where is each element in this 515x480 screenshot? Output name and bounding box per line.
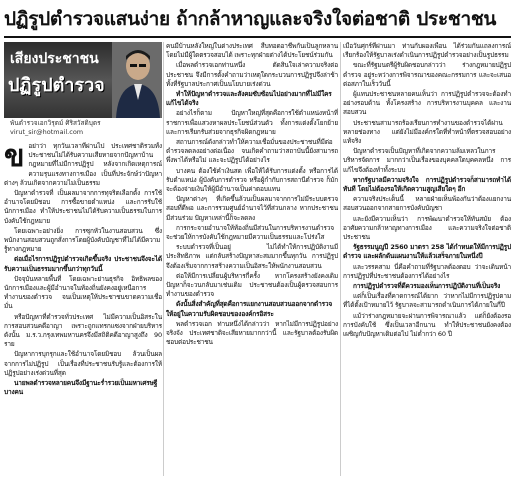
paragraph: ประชาชนสามารถร้องเรียนการทำงานของตำรวจได้ผ่านหลายช่องทาง แต่ยังไม่มีองค์กรใดที่ทำหน้าที่ตรวจสอบอย่างแท้จริง [343,118,511,146]
paragraph: สถานการณ์ดังกล่าวทำให้ความเชื่อมั่นของประชาชนที่มีต่อตำรวจลดลงอย่างต่อเนื่อง จนเกิดคำถามว่าสถาบันนี้ยังสามารถพึ่งพาได้หรือไม่ และจะปฏิรูปได้อย่างไร [166,138,338,165]
paragraph: ผู้แทนประชาชนหลายคนเห็นว่า การปฏิรูปตำรวจจะต้องทำอย่างรอบด้าน ทั้งโครงสร้าง การบริหารงานบุคคล และงานสอบสวน [343,90,511,117]
paragraph: หรือปัญหาที่ตำรวจทั่วประเทศ ไม่มีความเป็นอิสระในการสอบสวนคดีอาญา เพราะถูกแทรกแซงจากฝ่ายบริหาร ดังนั้น ม.ร.ว.กรุงเทพมหานครจึงมีสถิติคดีอาญาสูงถึง 90 ราย [4,312,162,349]
dropcap: ข [4,142,25,174]
column-divider [340,42,341,476]
column-banner-line1: เสียงประชาชน [10,51,99,67]
author-name: พันตำรวจเอกวิรุตม์ ศิริสวัสดิบุตร [10,119,101,127]
headline-rule [4,36,511,38]
paragraph: ดังนั้นสิ่งสำคัญที่สุดคือการแยกงานสอบสวนออกจากตำรวจ ให้อยู่ในความรับผิดชอบขององค์กรอิสระ [166,300,333,318]
paragraph: และยังมีความเห็นว่า การพัฒนาตำรวจให้ทันสมัย ต้องอาศัยความกล้าหาญทางการเมือง และความจริงใจต่อชาติ ประชาชน [343,214,511,242]
article-column-2 [166,42,338,476]
column-banner-line2: ปฏิรูปตำรวจ [8,75,105,96]
paragraph: ปัญหาต่างๆ ที่เกิดขึ้นล้วนเป็นผลมาจากการไม่มีระบบตรวจสอบที่ดีพอ และการรวมศูนย์อำนาจไว้ที่ส่วนกลาง หากประชาชนมีส่วนร่วม ปัญหาเหล่านี้ก็จะลดลง [166,195,338,222]
column-divider [163,42,164,476]
paragraph: พลตำรวจเอก ท่านหนึ่งได้กล่าวว่า หากไม่มีการปฏิรูปอย่างจริงจัง ประเทศชาติจะเสียหายมากกว่านี้ และรัฐบาลต้องรับผิดชอบต่อประชาชน [166,319,338,347]
headline: ปฏิรูปตำรวจแสนง่าย ถ้ากล้าหาญและจริงใจต่อชาติ ประชาชน [4,8,497,30]
byline [10,119,162,137]
paragraph: ปัญหาตำรวจที่ เป็นผลมาจากการทุจริตเลือกตั้ง การใช้อำนาจโดยมิชอบ การซื้อขายตำแหน่ง และการรับใช้นักการเมือง ทำให้ประชาชนไม่ได้รับความเป็นธรรมในการบังคับใช้กฎหมาย [4,189,162,225]
article-column-1 [4,142,162,476]
paragraph: และวรรคสาม นี่คือคำถามที่รัฐบาลต้องตอบ ว่าจะเดินหน้าการปฏิรูปที่ประชาชนต้องการได้อย่างไร [343,262,511,280]
paragraph: รัฐธรรมนูญปี 2560 มาตรา 258 ได้กำหนดให้มีการปฏิรูปตำรวจ และผลักดันแผนงานให้แล้วเสร็จภายในหนึ่งปี [343,243,511,261]
article-column-3 [343,42,511,476]
paragraph: เมื่อพลตำรวจเอกท่านหนึ่ง ตัดสินใจเล่าความจริงต่อประชาชน จึงมีการตั้งคำถามว่าเหตุใดกระบวนการปฏิรูปจึงล่าช้า ทั้งที่รัฐบาลประกาศเป็นนโยบายเร่งด่วน [166,61,338,88]
paragraph: หากรัฐบาลมีความจริงใจ การปฏิรูปตำรวจก็สามารถทำได้ทันที โดยไม่ต้องรอให้เกิดความสูญเสียใดๆ อีก [343,175,511,194]
paragraph: ต่อเมื่อไรการปฏิรูปตำรวจเกิดขึ้นจริง ประชาชนจึงจะได้รับความเป็นธรรมมากขึ้นกว่าทุกวันนี้ [4,255,162,273]
paragraph: คนมีบ้านหลังใหญ่ในต่างประเทศ สืบทอดอาชีพกันเป็นลูกหลาน โดยไม่มีผู้ใดตรวจสอบได้ เพราะทุกฝ่ายต่างได้ประโยชน์ร่วมกัน [166,42,338,60]
column-banner [4,42,162,118]
paragraph: อย่างไรก็ตาม ปัญหาใหญ่ที่สุดคือการใช้ตำแหน่งหน้าที่ราชการเพื่อแสวงหาผลประโยชน์ส่วนตัว ทั้งการแต่งตั้งโยกย้าย และการเรียกรับส่วยจากธุรกิจผิดกฎหมาย [166,109,338,136]
paragraph: ขณะที่รัฐมนตรีผู้รับผิดชอบกล่าวว่า ร่างกฎหมายปฏิรูปตำรวจ อยู่ระหว่างการพิจารณาของคณะกรรมการ และจะเสนอต่อสภาในเร็ววันนี้ [343,61,511,88]
paragraph: ปัญหาตำรวจเป็นปัญหาที่เกิดจากความล้มเหลวในการบริหารจัดการ มากกว่าเป็นเรื่องของบุคคลใดบุคคลหนึ่ง การแก้ไขจึงต้องทำทั้งระบบ [343,147,511,174]
paragraph: ปัญหาการบุกรุกและใช้อำนาจโดยมิชอบ ล้วนเป็นผลจากการไม่ปฏิรูป เป็นเรื่องที่ประชาชนรับรู้และต้องการให้ปฏิรูปอย่างเร่งด่วนที่สุด [4,350,162,377]
paragraph: บางคน ต้องใช้คำเงินสด เพื่อให้ได้รับการแต่งตั้ง หรือการได้รับตำแหน่ง ผู้บังคับการตำรวจ หรือผู้กำกับการสถานีตำรวจ ก็มักจะต้องจ่ายเงินให้ผู้มีอำนาจเป็นค่าตอบแทน [166,166,338,194]
paragraph: ปัจจุบันหลายพื้นที่ โดยเฉพาะย่านธุรกิจ อิทธิพลของนักการเมืองและผู้มีอำนาจในท้องถิ่นยังคงอยู่เหนือการทำงานของตำรวจ จนเป็นเหตุให้ประชาชนขาดความเชื่อมั่น [4,274,162,311]
paragraph: นายพลตำรวจหลายคนจึงมีฐานะร่ำรวยเป็นมหาเศรษฐี บางคน [4,379,158,397]
paragraph: อย่าว่า ทุกวันเวลาที่ผ่านไป ประเทศชาติรวมทั้งประชาชนไม่ได้รับความเสียหายจากปัญหาบ้านกฎหมายที่ไม่มีการปฏิรูป หลังจากเกิดเหตุการณ์ความรุนแรงทางการเมือง เป็นที่ประจักษ์ว่าปัญหาต่างๆ ล้วนเกิดจากความไม่เป็นธรรม [4,142,162,187]
paragraph: แม้ว่าร่างกฎหมายจะผ่านการพิจารณาแล้ว แต่ก็ยังต้องรอการบังคับใช้ ซึ่งเป็นเวลาอีกนาน ทำให้ประชาชนยังคงต้องเผชิญกับปัญหาเดิมต่อไป ไม่ต่ำกว่า 60 ปี [343,311,511,339]
paragraph: แต่ก็เป็นเรื่องที่คาดการณ์ได้ยาก ว่าหากไม่มีการปฏิรูปตามที่ได้ตั้งเป้าหมายไว้ รัฐบาลจะสามารถดำเนินการได้ภายในกี่ปี [343,292,511,310]
paragraph: การกระจายอำนาจให้ท้องถิ่นมีส่วนในการบริหารงานตำรวจ จะช่วยให้การบังคับใช้กฎหมายมีความเป็นธรรมและโปร่งใส [166,223,334,242]
paragraph: ความจริงประเด็นนี้ หลายฝ่ายเห็นพ้องกันว่าต้องแยกงานสอบสวนออกจากสายการบังคับบัญชา [343,195,511,213]
author-portrait [112,42,162,118]
author-email: virut_sir@hotmail.com [10,128,84,136]
paragraph: ทำให้ปัญหาตำรวจและสังคมซับซ้อนไปอย่างมากที่ไม่มีใครแก้ไขได้จริง [166,90,332,108]
paragraph: โดยเฉพาะอย่างยิ่ง การซุกหัวในงานสอบสวน ซึ่งพนักงานสอบสวนถูกสั่งการโดยผู้บังคับบัญชาที่ไม่ได้มีความรู้ทางกฎหมาย [4,226,162,254]
paragraph: การปฏิรูปตำรวจที่ดีควรมองเห็นการปฏิบัติงานที่เป็นจริง [353,282,501,291]
paragraph: ระบบตำรวจที่เป็นอยู่ ไม่ได้ทำให้การปฏิบัติงานมีประสิทธิภาพ แต่กลับสร้างปัญหาสะสมมากขึ้นทุกวัน การปฏิรูปจึงต้องเริ่มจากการสร้างความเป็นอิสระให้พนักงานสอบสวน [166,243,338,270]
paragraph: เมื่อวันศุกร์ที่ผ่านมา ท่านกับผองเพื่อน ได้ร่วมกันแถลงการณ์ เรียกร้องให้รัฐบาลเร่งดำเนินการปฏิรูปตำรวจอย่างเป็นรูปธรรม [343,42,511,60]
paragraph: ต่อให้มีการเปลี่ยนผู้บริหารกี่ครั้ง หากโครงสร้างยังคงเดิม ปัญหาก็จะวนกลับมาเช่นเดิม ประชาชนต้องเป็นผู้ตรวจสอบการทำงานของตำรวจ [166,271,338,299]
